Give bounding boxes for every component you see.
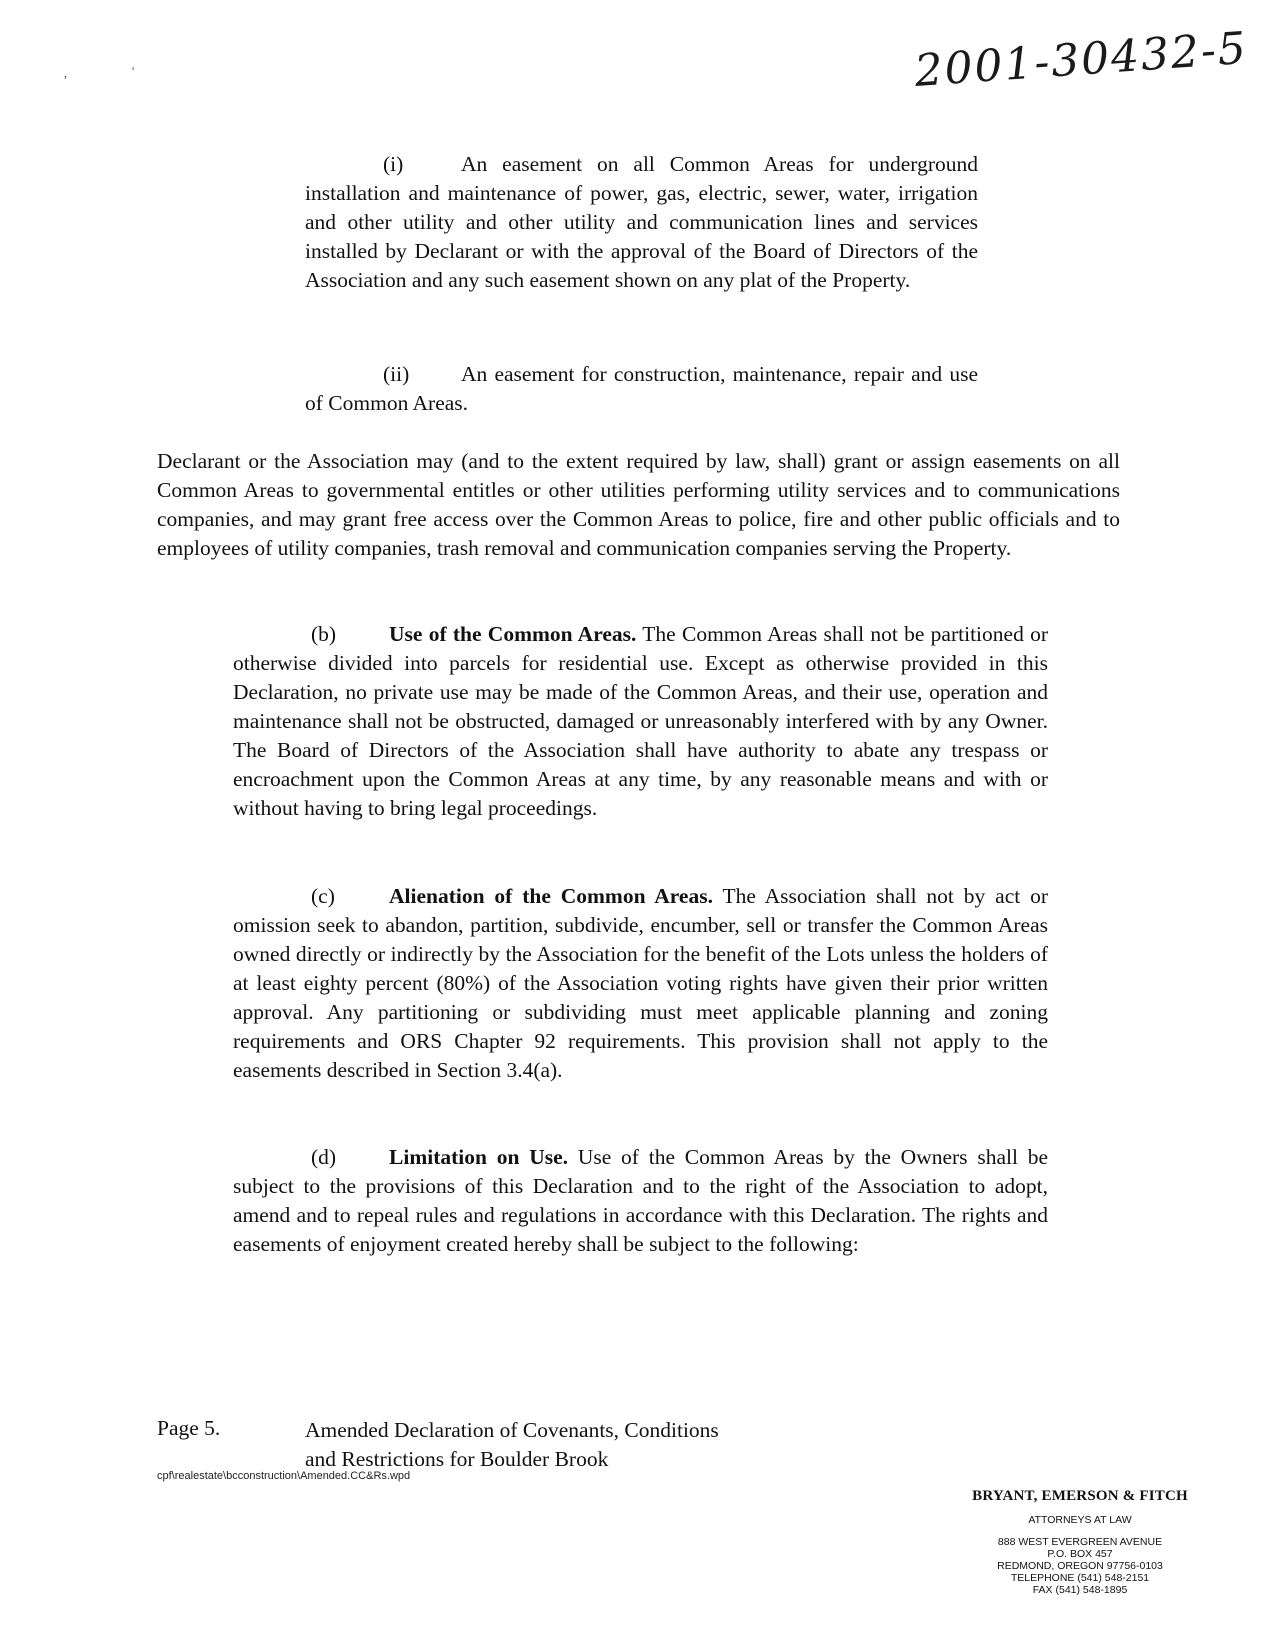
section-text: Use of the Common Areas by the Owners shall be subject to the provisions of this Declaration and to the right of the Association to adopt, amend and to repeal rules and regulations in accordance with this Declaration. The rights and easements of enjoyment created hereby shall be subject to the following:	[233, 1145, 1049, 1256]
item-text: An easement for construction, maintenance, repair and use of Common Areas.	[305, 362, 978, 415]
section-b	[233, 620, 1048, 823]
firm-fax: FAX (541) 548-1895	[1032, 1584, 1128, 1596]
firm-address: 888 WEST EVERGREEN AVENUE	[997, 1536, 1163, 1548]
item-label: (i)	[383, 152, 404, 176]
scan-mark: '	[132, 64, 135, 78]
footer-document-title	[305, 1416, 825, 1474]
firm-address: REDMOND, OREGON 97756-0103	[997, 1560, 1163, 1572]
paragraph-text: Declarant or the Association may (and to the extent required by law, shall) grant or assign easements on all Common Areas to governmental entitles or other utilities performing utility services and to communications companies, and may grant free access over the Common Areas to police, fire and other public officials and to employees of utility companies, trash removal and communication companies serving the Property.	[157, 449, 1120, 560]
item-label: (ii)	[383, 362, 410, 386]
firm-name: BRYANT, EMERSON & FITCH	[972, 1488, 1188, 1504]
firm-telephone: TELEPHONE (541) 548-2151	[1010, 1572, 1150, 1584]
section-d	[233, 1143, 1048, 1259]
firm-address: P.O. BOX 457	[1047, 1548, 1113, 1560]
declarant-paragraph	[157, 447, 1120, 563]
file-path: cpf\realestate\bcconstruction\Amended.CC&Rs.wpd	[157, 1470, 411, 1482]
section-heading: Alienation of the Common Areas.	[389, 884, 713, 908]
footer-title-line: Amended Declaration of Covenants, Conditions	[305, 1418, 719, 1442]
section-label: (c)	[311, 884, 335, 908]
section-label: (d)	[311, 1145, 337, 1169]
page-number: Page 5.	[157, 1416, 221, 1440]
firm-subtitle: ATTORNEYS AT LAW	[1028, 1514, 1132, 1526]
easement-item-i	[305, 150, 978, 295]
section-text: The Common Areas shall not be partitioned or otherwise divided into parcels for residential use. Except as otherwise provided in this Declaration, no private use may be made of the Common Areas, and their use, operation and maintenance shall not be obstructed, damaged or unreasonably interfered with by any Owner. The Board of Directors of the Association shall have authority to abate any trespass or encroachment upon the Common Areas at any time, by any reasonable means and with or without having to bring legal proceedings.	[233, 622, 1048, 820]
handwritten-document-number: 2001-30432-5	[912, 22, 1250, 97]
easement-item-ii	[305, 360, 978, 418]
section-label: (b)	[311, 622, 337, 646]
law-firm-block	[940, 1488, 1220, 1596]
footer-title-line: and Restrictions for Boulder Brook	[305, 1447, 609, 1471]
section-c	[233, 882, 1048, 1085]
item-text: An easement on all Common Areas for underground installation and maintenance of power, gas, electric, sewer, water, irrigation and other utility and other utility and communication lines and services installed by Declarant or with the approval of the Board of Directors of the Association and any such easement shown on any plat of the Property.	[305, 152, 978, 292]
section-heading: Use of the Common Areas.	[389, 622, 637, 646]
section-text: The Association shall not by act or omission seek to abandon, partition, subdivide, encumber, sell or transfer the Common Areas owned directly or indirectly by the Association for the benefit of the Lots unless the holders of at least eighty percent (80%) of the Association voting rights have given their prior written approval. Any partitioning or subdividing must meet applicable planning and zoning requirements and ORS Chapter 92 requirements. This provision shall not apply to the easements described in Section 3.4(a).	[233, 884, 1048, 1082]
section-heading: Limitation on Use.	[389, 1145, 569, 1169]
scan-mark: ,	[64, 66, 67, 80]
